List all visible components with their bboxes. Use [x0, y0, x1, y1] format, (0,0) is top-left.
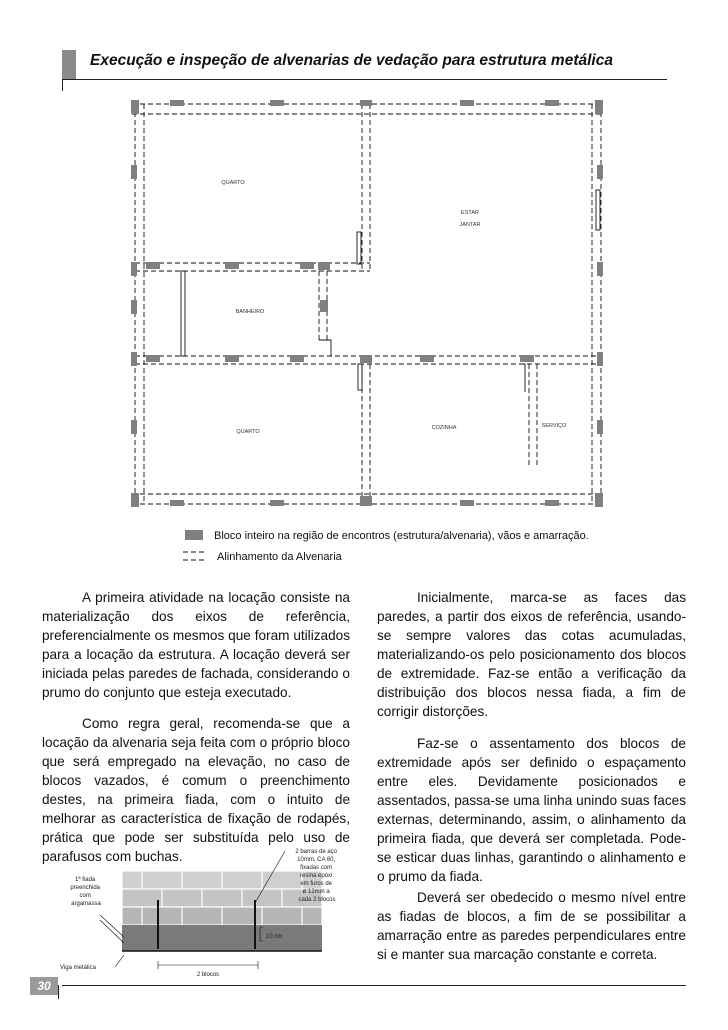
beam-annotation: Viga metálica: [60, 965, 96, 971]
right-paragraph-2: Faz-se o assentamento dos blocos de extremidade após ser definido o espaçamento entre eles. Devidamente posicionados e assentados, passa-se uma linha unindo suas faces externas, determinando, assim, o alinhamento da primeira fiada, que deverá ser completada. Pode-se esticar duas linhas, garantindo o alinhamento e o prumo da fiada.: [377, 736, 686, 884]
span-annotation: 2 blocos: [196, 972, 220, 978]
dimension-annotation: 10 cm: [266, 934, 283, 940]
first-course-filled: [122, 925, 322, 951]
legend-block-label: Bloco inteiro na região de encontros (estrutura/alvenaria), vãos e amarração.: [214, 530, 589, 542]
bars-annotation: 2 barras de aço 10mm, CA 60, fixadas com resina epóxi em furos de ø 12mm a cada 2 blocos: [295, 849, 338, 903]
wall-section-detail: [40, 845, 360, 980]
footer-rule-tick: [58, 985, 59, 999]
room-label-banheiro: BANHEIRO: [235, 309, 265, 315]
right-paragraph-1: Inicialmente, marca-se as faces das paredes, a partir dos eixos de referência, usando-se sempre valores das cotas acumuladas, materializando-os pelo posicionamento dos blocos de extremidade. Faz-se então a verificação da distribuição dos blocos nessa fiada, a fim de corrigir distorções.: [377, 590, 686, 719]
right-paragraph-3: Deverá ser obedecido o mesmo nível entre as fiadas de blocos, a fim de se possibilitar a amarração entre as paredes perpendiculares entre si e manter sua marcação constante e correta.: [377, 890, 686, 962]
room-label-quarto-bottom: QUARTO: [236, 429, 260, 435]
legend-alignment-swatch: [183, 552, 207, 560]
left-paragraph-2: Como regra geral, recomenda-se que a locação da alvenaria seja feita com o próprio bloco que será empregado na elevação, no caso de blocos vazados, é comum o preenchimento destes, na primeira fiada, com o intuito de melhorar as característica de fixação de rodapés, prática que pode ser substituída pelo uso de parafusos com buchas.: [42, 716, 350, 864]
legend-block-swatch: [185, 530, 203, 540]
room-label-cozinha: COZINHA: [431, 425, 457, 431]
alignment-lines: [132, 104, 604, 504]
room-label-quarto-top: QUARTO: [221, 180, 245, 186]
footer-rule: [62, 985, 686, 986]
room-label-estar: ESTAR: [461, 210, 479, 216]
page-number: 30: [30, 977, 58, 995]
block-markers: [131, 100, 603, 507]
room-label-jantar: JANTAR: [459, 222, 481, 228]
first-course-annotation: 1ª fiada preenchida com argamassa: [70, 877, 101, 907]
room-label-servico: SERVIÇO: [541, 423, 567, 429]
legend-alignment-label: Alinhamento da Alvenaria: [217, 551, 342, 563]
left-paragraph-1: A primeira atividade na locação consiste na materialização dos eixos de referência, preferencialmente os mesmos que foram utilizados para a locação da estrutura. A locação deverá ser iniciada pelas paredes de fachada, considerando o prumo do conjunto que esteja executado.: [42, 590, 350, 700]
door-openings: [181, 190, 600, 392]
page-header-title: Execução e inspeção de alvenarias de vedação para estrutura metálica: [90, 52, 613, 69]
